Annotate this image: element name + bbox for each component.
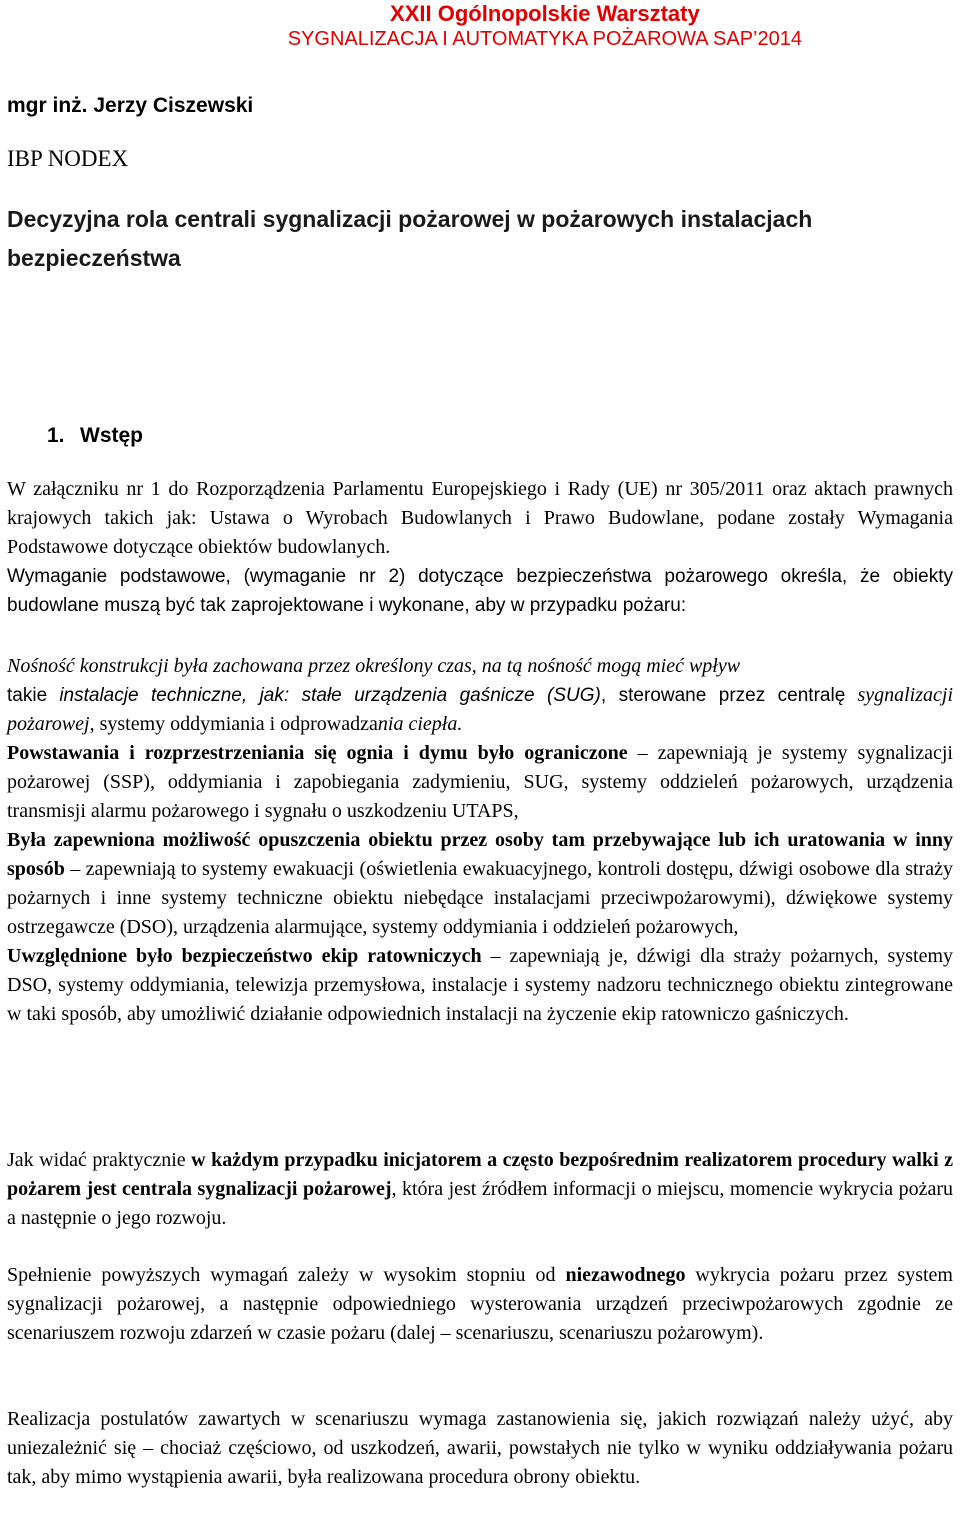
requirement-text: – zapewniają to systemy ewakuacji (oświetlenia ewakuacyjnego, kontroli dostępu, dźwigi osobowe dla straży pożarnych i inne systemy techniczne obiektu niebędące instalacjami przeciwpożarowymi), dźwiękowe systemy ostrzegawcze (DSO), urządzenia alarmujące, systemy oddymiania i oddzieleń pożarowych, — [7, 858, 953, 938]
paragraph-scenario — [7, 1405, 953, 1492]
paper-title: Decyzyjna rola centrali sygnalizacji pożarowej w pożarowych instalacjach bezpieczeństwa — [7, 206, 813, 271]
requirement-lead: Była zapewniona możliwość opuszczenia obiektu przez osoby tam przebywające lub ich uratowania w inny sposób — [7, 829, 953, 880]
requirement-text: – zapewniają je systemy sygnalizacji pożarowej (SSP), oddymiania i zapobiegania zadymieniu, SUG, systemy oddzieleń pożarowych, urządzenia transmisji alarmu pożarowego i sygnału o uszkodzeniu UTAPS, — [7, 742, 953, 822]
conference-subtitle: SYGNALIZACJA I AUTOMATYKA POŻAROWA SAP’2014 — [287, 28, 802, 50]
requirement-text: , systemy oddymiania i odprowadza — [89, 713, 378, 735]
intro-paragraph — [7, 475, 953, 620]
requirement-text: instalacje techniczne, jak: stałe urządzenia gaśnicze (SUG) — [59, 685, 601, 706]
section-heading — [47, 422, 143, 450]
paragraph-text: Jak widać praktycznie — [7, 1149, 192, 1171]
requirement-text: , sterowane przez centralę — [600, 685, 846, 706]
section-title: Wstęp — [80, 424, 143, 447]
conference-header — [288, 0, 802, 52]
requirement-lead: Powstawania i rozprzestrzeniania się ognia i dymu było ograniczone — [7, 742, 628, 764]
conference-title: XXII Ogólnopolskie Warsztaty — [390, 1, 700, 26]
requirement-text: – zapewniają je, dźwigi dla straży pożarnych, systemy DSO, systemy oddymiania, telewizja przemysłowa, instalacje i systemy nadzoru technicznego obiektu zintegrowane w taki sposób, aby umożliwić działanie odpowiednich instalacji na życzenie ekip ratowniczo gaśniczych. — [7, 945, 953, 1025]
requirement-text: nia ciepła. — [377, 713, 463, 735]
paragraph-emphasis: niezawodnego — [565, 1264, 686, 1286]
requirement-text: Nośność konstrukcji była zachowana przez określony czas, na tą nośność mogą mieć wpływ — [7, 655, 741, 677]
requirement-evacuation — [7, 826, 953, 942]
paragraph-emphasis: w każdym przypadku inicjatorem a często bezpośrednim realizatorem procedury walki z pożarem jest centrala sygnalizacji pożarowej — [7, 1149, 953, 1200]
intro-sentence-1: W załączniku nr 1 do Rozporządzenia Parlamentu Europejskiego i Rady (UE) nr 305/2011 oraz aktach prawnych krajowych takich jak: Ustawa o Wyrobach Budowlanych i Prawo Budowlane, podane zostały Wymagania Podstawowe dotyczące obiektów budowlanych. — [7, 478, 953, 558]
section-number: 1. — [47, 424, 65, 447]
paragraph-text: Realizacja postulatów zawartych w scenariuszu wymaga zastanowienia się, jakich rozwiązań należy użyć, aby uniezależnić się – chociaż częściowo, od uszkodzeń, awarii, powstałych nie tylko w wyniku oddziaływania pożaru tak, aby mimo wystąpienia awarii, była realizowana procedura obrony obiektu. — [7, 1408, 953, 1488]
requirement-text: takie — [7, 685, 48, 706]
author-name: mgr inż. Jerzy Ciszewski — [7, 94, 254, 117]
paragraph-text: Spełnienie powyższych wymagań zależy w wysokim stopniu od — [7, 1264, 566, 1286]
requirement-text: sygnalizacji pożarowej — [7, 684, 954, 735]
requirement-fire-spread — [7, 739, 953, 826]
requirement-lead: Uwzględnione było bezpieczeństwo ekip ratowniczych — [7, 945, 482, 967]
organization-name: IBP NODEX — [7, 146, 129, 171]
requirements-list — [7, 652, 953, 1029]
paragraph-text: wykrycia pożaru przez system sygnalizacji pożarowej, a następnie odpowiedniego wysterowania urządzeń przeciwpożarowych zgodnie ze scenariuszem rozwoju zdarzeń w czasie pożaru (dalej – scenariuszu, scenariuszu pożarowym). — [7, 1264, 953, 1344]
intro-sentence-2: Wymaganie podstawowe, (wymaganie nr 2) dotyczące bezpieczeństwa pożarowego określa, że obiekty budowlane muszą być tak zaprojektowane i wykonane, aby w przypadku pożaru: — [7, 566, 953, 616]
requirement-load-bearing — [7, 652, 953, 739]
paragraph-conclusion — [7, 1146, 953, 1233]
paragraph-reliability — [7, 1261, 953, 1348]
requirement-rescue-teams — [7, 942, 953, 1029]
paragraph-text: , która jest źródłem informacji o miejscu, momencie wykrycia pożaru a następnie o jego rozwoju. — [7, 1178, 953, 1229]
